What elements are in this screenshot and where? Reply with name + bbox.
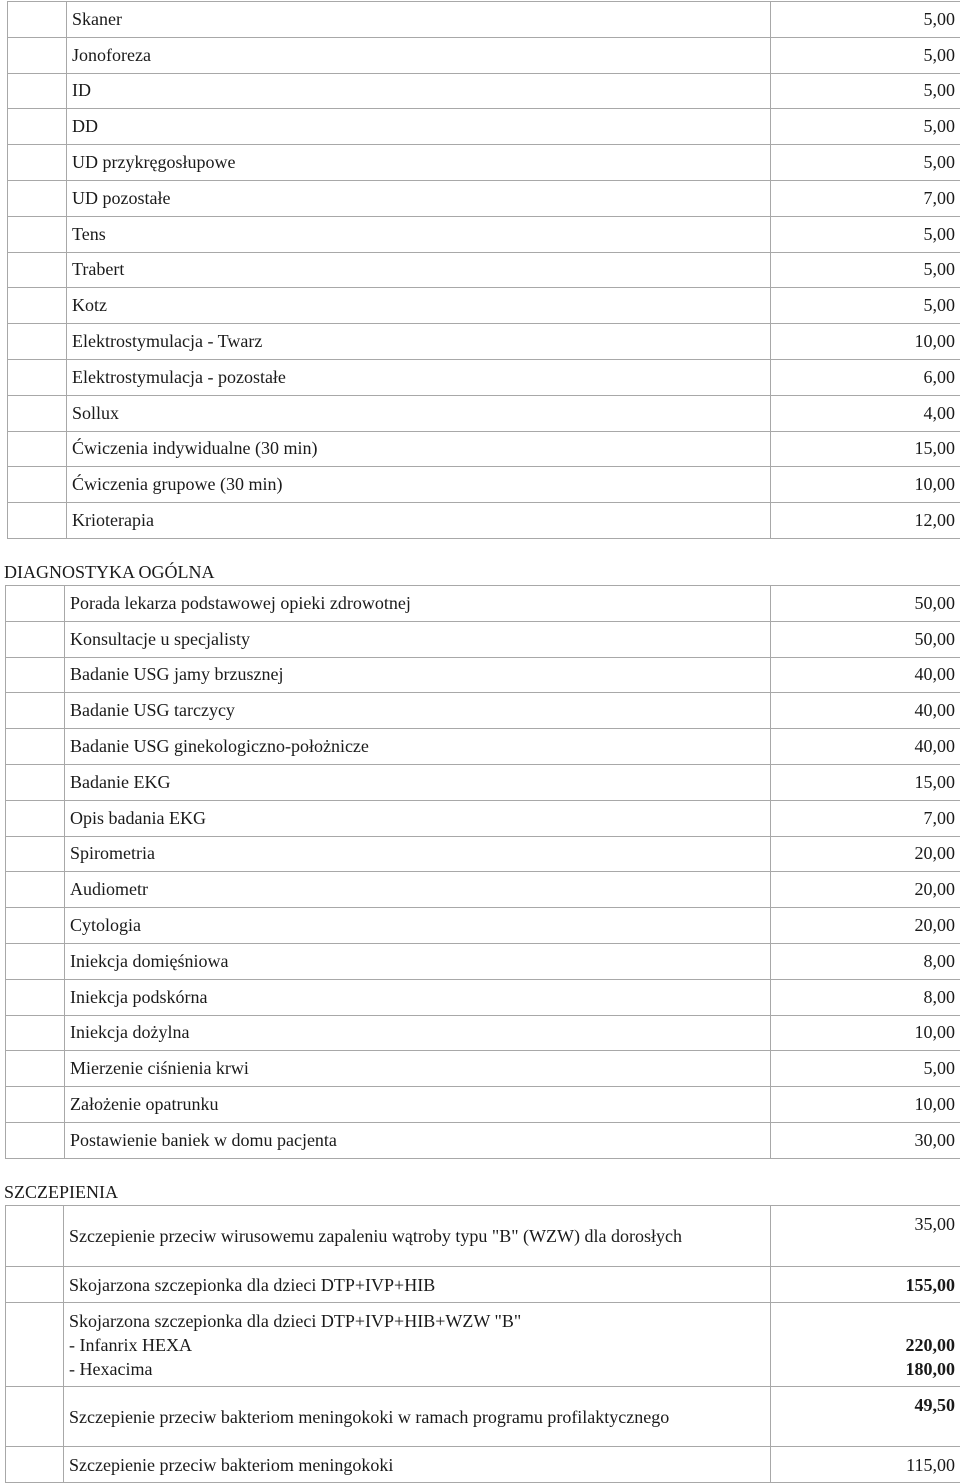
item-price: 115,00 <box>771 1447 960 1483</box>
table-row <box>6 1087 960 1123</box>
table-row <box>8 324 960 360</box>
table-row <box>6 621 960 657</box>
row-spacer <box>8 252 67 288</box>
row-spacer <box>8 37 67 73</box>
row-spacer <box>8 359 67 395</box>
item-price: 15,00 <box>771 764 960 800</box>
row-spacer <box>6 1267 64 1303</box>
item-name: Opis badania EKG <box>65 800 771 836</box>
item-name: Iniekcja domięśniowa <box>65 943 771 979</box>
row-spacer <box>6 1303 64 1387</box>
row-spacer <box>8 145 67 181</box>
row-spacer <box>6 1122 65 1158</box>
table-row <box>6 764 960 800</box>
row-spacer <box>6 800 65 836</box>
item-name: ID <box>67 73 771 109</box>
item-name: Iniekcja podskórna <box>65 979 771 1015</box>
section-title-diagnostics: DIAGNOSTYKA OGÓLNA <box>4 562 215 583</box>
table-row <box>8 395 960 431</box>
item-price: 6,00 <box>771 359 960 395</box>
item-name: Skojarzona szczepionka dla dzieci DTP+IVP+HIB <box>64 1267 771 1303</box>
item-price: 35,00 <box>771 1206 960 1267</box>
item-name: Porada lekarza podstawowej opieki zdrowotnej <box>65 586 771 622</box>
item-name: Sollux <box>67 395 771 431</box>
item-price: 5,00 <box>771 1051 960 1087</box>
item-name: Audiometr <box>65 872 771 908</box>
table-row <box>6 1267 960 1303</box>
row-spacer <box>6 693 65 729</box>
item-name: Ćwiczenia grupowe (30 min) <box>67 467 771 503</box>
table-row <box>6 908 960 944</box>
row-spacer <box>8 180 67 216</box>
row-spacer <box>6 1206 64 1267</box>
item-price: 15,00 <box>771 431 960 467</box>
item-name: Postawienie baniek w domu pacjenta <box>65 1122 771 1158</box>
table-row <box>6 729 960 765</box>
table-row <box>8 73 960 109</box>
item-name: UD pozostałe <box>67 180 771 216</box>
combo-price-1: 220,00 <box>776 1333 955 1357</box>
table-row <box>6 657 960 693</box>
item-price: 8,00 <box>771 979 960 1015</box>
table-row <box>8 288 960 324</box>
item-name: Skaner <box>67 2 771 38</box>
item-name: Jonoforeza <box>67 37 771 73</box>
item-price: 5,00 <box>771 37 960 73</box>
row-spacer <box>6 979 65 1015</box>
row-spacer <box>8 324 67 360</box>
item-price: 40,00 <box>771 657 960 693</box>
row-spacer <box>6 1387 64 1447</box>
item-price: 5,00 <box>771 216 960 252</box>
item-price: 8,00 <box>771 943 960 979</box>
section-title-vaccinations: SZCZEPIENIA <box>4 1182 118 1203</box>
item-price: 50,00 <box>771 621 960 657</box>
item-price: 40,00 <box>771 693 960 729</box>
combo-variant-1: - Infanrix HEXA <box>69 1333 765 1357</box>
row-spacer <box>8 288 67 324</box>
row-spacer <box>8 2 67 38</box>
row-spacer <box>8 395 67 431</box>
table-row <box>6 1122 960 1158</box>
row-spacer <box>8 216 67 252</box>
item-name: Badanie USG jamy brzusznej <box>65 657 771 693</box>
combo-variant-2: - Hexacima <box>69 1357 765 1381</box>
physiotherapy-rows <box>8 2 960 539</box>
table-row <box>8 503 960 539</box>
item-price: 5,00 <box>771 288 960 324</box>
item-name: Konsultacje u specjalisty <box>65 621 771 657</box>
item-name-combo <box>64 1303 771 1387</box>
item-name: Iniekcja dożylna <box>65 1015 771 1051</box>
row-spacer <box>8 109 67 145</box>
row-spacer <box>6 1051 65 1087</box>
row-spacer <box>6 729 65 765</box>
item-price: 20,00 <box>771 908 960 944</box>
vaccinations-price-table <box>5 1205 960 1483</box>
table-row <box>8 37 960 73</box>
item-price: 40,00 <box>771 729 960 765</box>
item-price: 50,00 <box>771 586 960 622</box>
item-price: 20,00 <box>771 836 960 872</box>
item-name: Kotz <box>67 288 771 324</box>
row-spacer <box>6 908 65 944</box>
table-row <box>8 359 960 395</box>
table-row <box>8 109 960 145</box>
item-name: Krioterapia <box>67 503 771 539</box>
table-row <box>6 1447 960 1483</box>
row-spacer <box>6 1447 64 1483</box>
item-price: 49,50 <box>771 1387 960 1447</box>
row-spacer <box>6 1087 65 1123</box>
vaccinations-rows <box>6 1206 960 1483</box>
table-row <box>8 252 960 288</box>
table-row <box>6 586 960 622</box>
item-name: Badanie EKG <box>65 764 771 800</box>
combo-price-2: 180,00 <box>776 1357 955 1381</box>
table-row <box>6 836 960 872</box>
table-row <box>6 1015 960 1051</box>
row-spacer <box>8 467 67 503</box>
diagnostics-price-table <box>5 585 960 1159</box>
table-row <box>8 431 960 467</box>
item-price: 30,00 <box>771 1122 960 1158</box>
table-row <box>6 1303 960 1387</box>
item-price: 10,00 <box>771 467 960 503</box>
item-name: Mierzenie ciśnienia krwi <box>65 1051 771 1087</box>
table-row <box>8 180 960 216</box>
table-row <box>6 693 960 729</box>
table-row <box>8 145 960 181</box>
item-name: Trabert <box>67 252 771 288</box>
row-spacer <box>6 1015 65 1051</box>
item-name: Cytologia <box>65 908 771 944</box>
table-row <box>8 467 960 503</box>
combo-name: Skojarzona szczepionka dla dzieci DTP+IVP+HIB+WZW "B" <box>69 1309 765 1333</box>
table-row <box>6 943 960 979</box>
item-price: 10,00 <box>771 1087 960 1123</box>
row-spacer <box>6 657 65 693</box>
table-row <box>6 979 960 1015</box>
item-price: 10,00 <box>771 1015 960 1051</box>
item-price: 155,00 <box>771 1267 960 1303</box>
item-price: 5,00 <box>771 109 960 145</box>
table-row <box>6 1206 960 1267</box>
item-price: 4,00 <box>771 395 960 431</box>
physiotherapy-price-table <box>7 1 960 539</box>
item-price: 5,00 <box>771 252 960 288</box>
row-spacer <box>8 73 67 109</box>
item-name: Założenie opatrunku <box>65 1087 771 1123</box>
item-name: Badanie USG tarczycy <box>65 693 771 729</box>
table-row <box>6 1051 960 1087</box>
table-row <box>6 872 960 908</box>
item-name: Spirometria <box>65 836 771 872</box>
item-price: 5,00 <box>771 145 960 181</box>
item-price: 10,00 <box>771 324 960 360</box>
row-spacer <box>6 586 65 622</box>
row-spacer <box>6 943 65 979</box>
item-name: Tens <box>67 216 771 252</box>
table-row <box>6 800 960 836</box>
row-spacer <box>6 872 65 908</box>
diagnostics-rows <box>6 586 960 1159</box>
item-price: 5,00 <box>771 2 960 38</box>
row-spacer <box>6 621 65 657</box>
item-price: 12,00 <box>771 503 960 539</box>
item-price-combo <box>771 1303 960 1387</box>
table-row <box>8 216 960 252</box>
row-spacer <box>6 836 65 872</box>
table-row <box>6 1387 960 1447</box>
item-price: 7,00 <box>771 180 960 216</box>
table-row <box>8 2 960 38</box>
row-spacer <box>8 503 67 539</box>
item-price: 5,00 <box>771 73 960 109</box>
item-name: Badanie USG ginekologiczno-położnicze <box>65 729 771 765</box>
item-name: Szczepienie przeciw bakteriom meningokoki w ramach programu profilaktycznego <box>64 1387 771 1447</box>
item-name: Elektrostymulacja - Twarz <box>67 324 771 360</box>
item-price: 7,00 <box>771 800 960 836</box>
item-name: Szczepienie przeciw wirusowemu zapaleniu wątroby typu "B" (WZW) dla dorosłych <box>64 1206 771 1267</box>
item-name: Szczepienie przeciw bakteriom meningokoki <box>64 1447 771 1483</box>
item-name: Ćwiczenia indywidualne (30 min) <box>67 431 771 467</box>
item-name: UD przykręgosłupowe <box>67 145 771 181</box>
row-spacer <box>8 431 67 467</box>
item-name: DD <box>67 109 771 145</box>
item-name: Elektrostymulacja - pozostałe <box>67 359 771 395</box>
item-price: 20,00 <box>771 872 960 908</box>
row-spacer <box>6 764 65 800</box>
